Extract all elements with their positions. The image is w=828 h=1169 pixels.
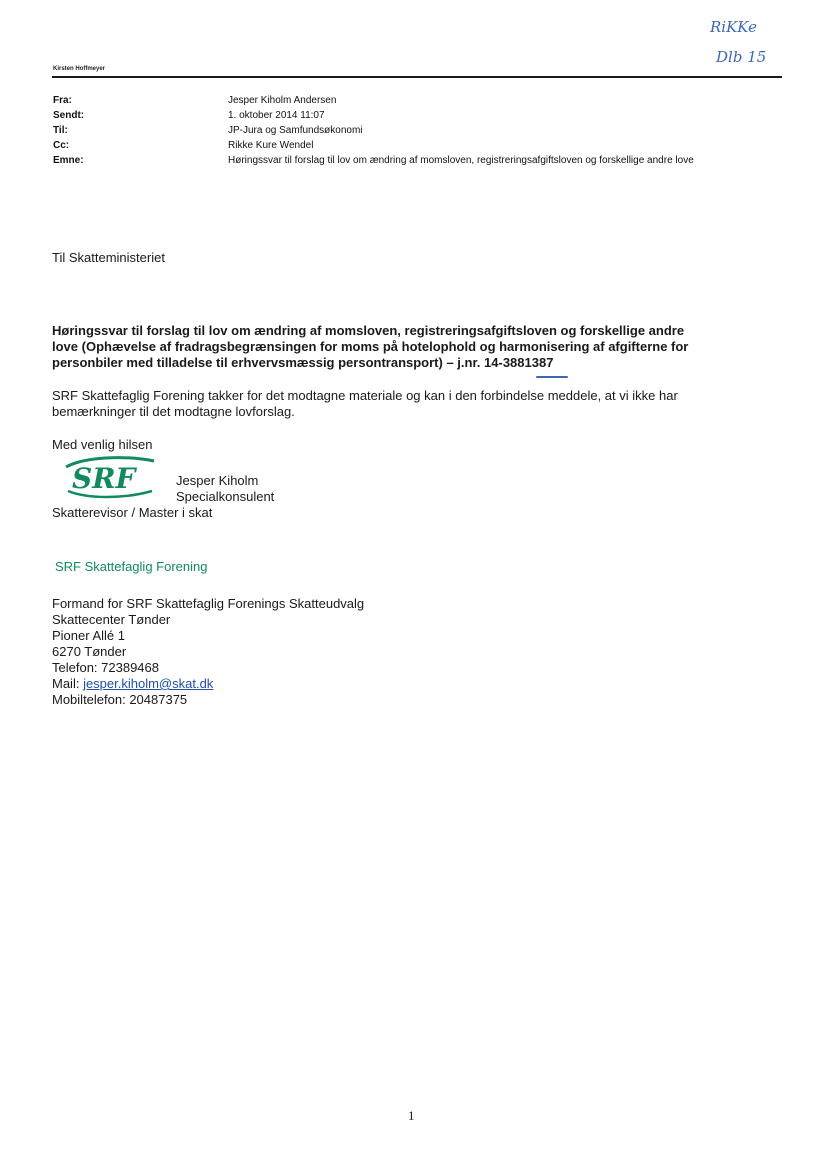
hearing-subject-line-1: Høringssvar til forslag til lov om ændring af momsloven, registreringsafgiftsloven og forskellige andre [52,323,685,338]
signer-name: Jesper Kiholm [176,473,259,488]
to-label: Til: [53,125,68,136]
signature-line-2: Skattecenter Tønder [52,612,171,627]
signature-line-5: Telefon: 72389468 [52,660,159,675]
mail-label: Mail: [52,676,84,691]
body-paragraph [52,388,742,420]
handwritten-note-2: Dlb 15 [716,48,767,66]
from-value: Jesper Kiholm Andersen [228,95,337,106]
mail-line [52,676,364,692]
hearing-subject-line-3: personbiler med tilladelse til erhvervsmæssig persontransport) – j.nr. 14-3881387 [52,355,554,370]
mailbox-owner: Kirsten Hoffmeyer [53,66,106,72]
cc-label: Cc: [53,140,70,151]
page-number: 1 [408,1108,415,1123]
subject-label: Emne: [53,155,84,166]
to-value: JP-Jura og Samfundsøkonomi [228,125,363,136]
srf-logo-graphic [64,455,156,499]
signature-line-7: Mobiltelefon: 20487375 [52,692,188,707]
body-paragraph-line-2: bemærkninger til det modtagne lovforslag. [52,404,295,419]
from-label: Fra: [53,95,72,106]
signature-line-4: 6270 Tønder [52,644,127,659]
header-divider [52,76,782,78]
srf-logo-text: SRF [72,462,136,495]
email-link[interactable]: jesper.kiholm@skat.dk [83,676,214,691]
hearing-subject-line-2: love (Ophævelse af fradragsbegrænsingen for moms på hotelophold og harmonisering af afgifterne for [52,339,689,354]
srf-logo [64,455,156,499]
signer-credentials: Skatterevisor / Master i skat [52,505,213,520]
closing: Med venlig hilsen [52,437,153,452]
sent-value: 1. oktober 2014 11:07 [228,110,325,121]
subject-value: Høringssvar til forslag til lov om ændring af momsloven, registreringsafgiftsloven og forskellige andre love [228,155,694,166]
body-paragraph-line-1: SRF Skattefaglig Forening takker for det modtagne materiale og kan i den forbindelse meddele, at vi ikke har [52,388,678,403]
handwritten-note-1: RiKKe [710,18,757,36]
hearing-subject [52,323,752,371]
signature-line-3: Pioner Allé 1 [52,628,125,643]
cc-value: Rikke Kure Wendel [228,140,314,151]
pen-underline [536,376,568,378]
sent-label: Sendt: [53,110,85,121]
signature-line-1: Formand for SRF Skattefaglig Forenings Skatteudvalg [52,596,365,611]
signer-title: Specialkonsulent [176,489,275,504]
organization-name: SRF Skattefaglig Forening [55,559,208,574]
salutation: Til Skatteministeriet [52,250,165,265]
signature-block [52,596,364,708]
